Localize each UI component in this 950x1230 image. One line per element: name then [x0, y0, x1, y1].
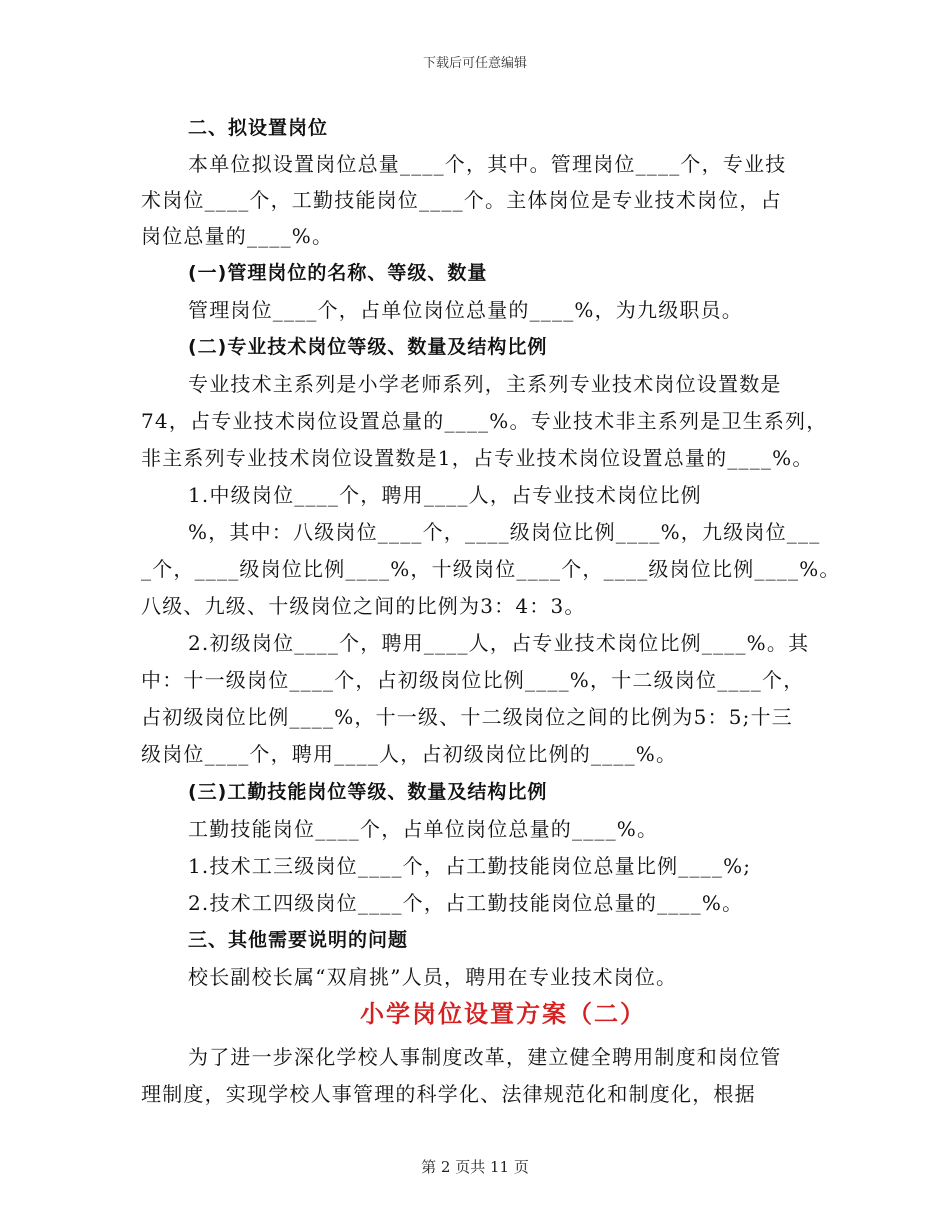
paragraph-line: 级岗位____个，聘用____人，占初级岗位比例的____%。 [141, 742, 678, 766]
paragraph-line: 为了进一步深化学校人事制度改革，建立健全聘用制度和岗位管 [188, 1045, 782, 1069]
paragraph-line: 专业技术主系列是小学老师系列，主系列专业技术岗位设置数是 [188, 372, 782, 396]
section-heading: 二、拟设置岗位 [188, 117, 329, 139]
paragraph-line: 理制度，实现学校人事管理的科学化、法律规范化和制度化，根据 [141, 1082, 756, 1106]
paragraph-line: 2.技术工四级岗位____个，占工勤技能岗位总量的____%。 [188, 891, 744, 915]
paragraph-line: 术岗位____个，工勤技能岗位____个。主体岗位是专业技术岗位，占 [141, 188, 782, 212]
paragraph-line: 八级、九级、十级岗位之间的比例为3：4：3。 [141, 594, 586, 618]
paragraph-line: 工勤技能岗位____个，占单位岗位总量的____%。 [188, 817, 659, 841]
subsection-heading: (二)专业技术岗位等级、数量及结构比例 [188, 336, 548, 358]
page-header: 下载后可任意编辑 [422, 56, 527, 71]
paragraph-line: 74，占专业技术岗位设置总量的____%。专业技术非主系列是卫生系列， [141, 409, 828, 433]
paragraph-line: 非主系列专业技术岗位设置数是1，占专业技术岗位设置总量的____%。 [141, 446, 814, 470]
paragraph-line: 中：十一级岗位____个，占初级岗位比例____%，十二级岗位____个， [141, 668, 805, 692]
paragraph-line: 1.技术工三级岗位____个，占工勤技能岗位总量比例____%; [188, 854, 752, 878]
paragraph-line: 校长副校长属“双肩挑”人员，聘用在专业技术岗位。 [188, 965, 678, 989]
document-title: 小学岗位设置方案（二） [360, 1000, 646, 1028]
paragraph-line: 管理岗位____个，占单位岗位总量的____%，为九级职员。 [188, 298, 744, 322]
paragraph-line: 1.中级岗位____个，聘用____人，占专业技术岗位比例 [188, 483, 702, 507]
subsection-heading: (一)管理岗位的名称、等级、数量 [188, 262, 488, 284]
paragraph-line: 本单位拟设置岗位总量____个，其中。管理岗位____个，专业技 [188, 152, 787, 176]
subsection-heading: (三)工勤技能岗位等级、数量及结构比例 [188, 781, 548, 803]
paragraph-line: 岗位总量的____%。 [141, 224, 334, 248]
paragraph-line: _个，____级岗位比例____%，十级岗位____个，____级岗位比例____%。 [141, 557, 841, 581]
paragraph-line: 2.初级岗位____个，聘用____人，占专业技术岗位比例____%。其 [188, 631, 810, 655]
paragraph-line: 占初级岗位比例____%，十一级、十二级岗位之间的比例为5：5;十三 [141, 705, 793, 729]
page-footer: 第 2 页共 11 页 [421, 1158, 529, 1176]
section-heading: 三、其他需要说明的问题 [188, 929, 409, 951]
paragraph-line: %，其中：八级岗位____个，____级岗位比例____%，九级岗位___ [188, 520, 821, 544]
